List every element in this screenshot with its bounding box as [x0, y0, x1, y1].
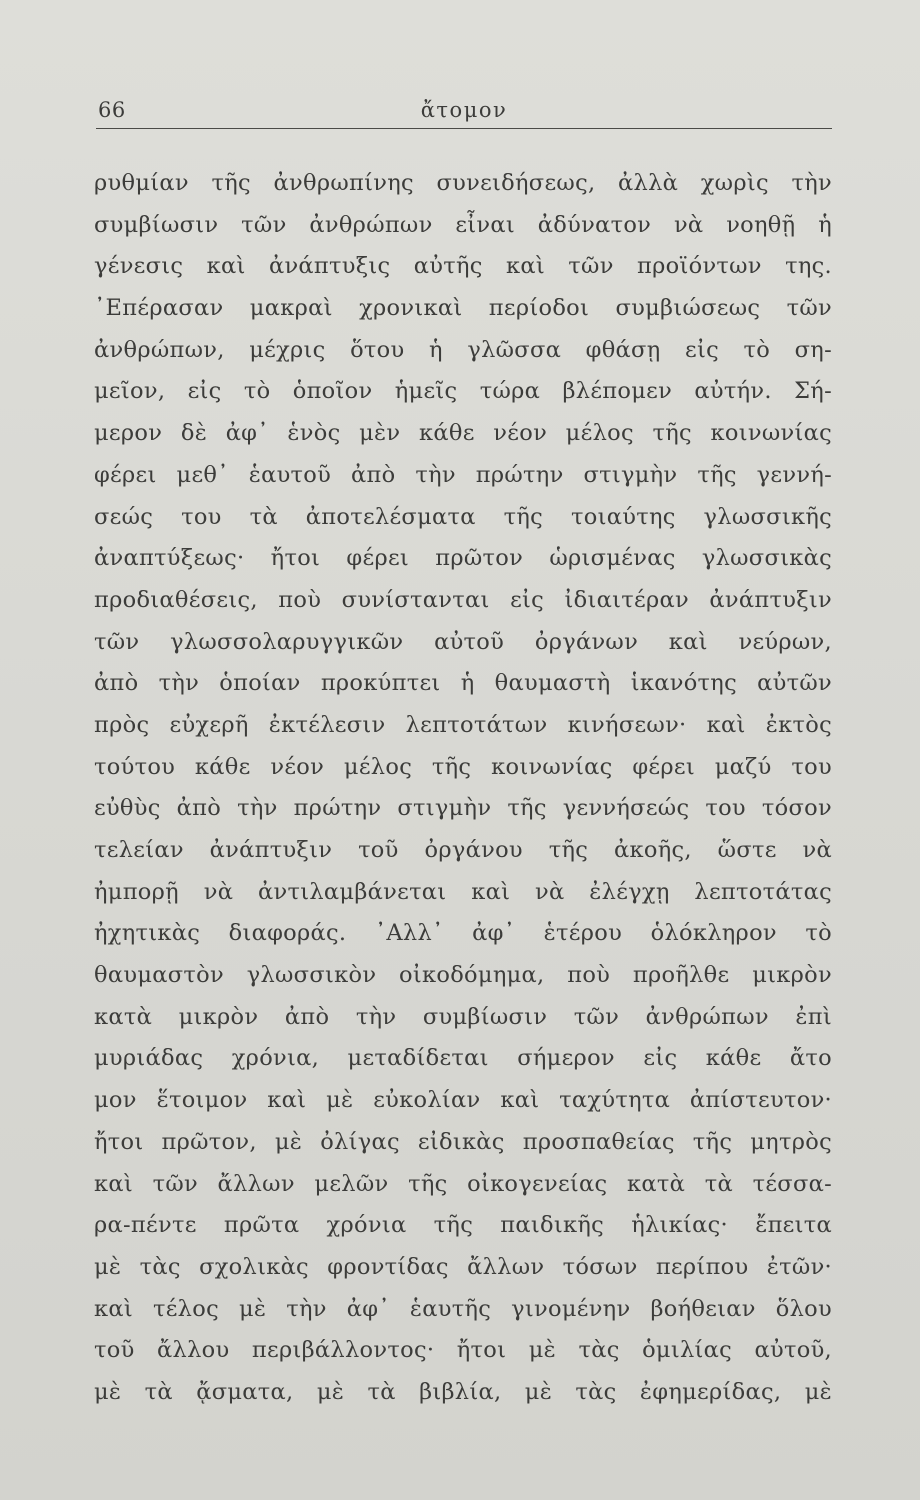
text-line: ἀναπτύξεως· ἤτοι φέρει πρῶτον ὡρισμένας γλωσσικὰς	[94, 545, 832, 572]
body-text	[94, 163, 832, 1414]
running-head: ἄτομον	[420, 98, 508, 122]
text-line: ρα-πέντε πρῶτα χρόνια τῆς παιδικῆς ἡλικίας· ἔπειτα	[94, 1212, 832, 1239]
text-line: πρὸς εὐχερῆ ἐκτέλεσιν λεπτοτάτων κινήσεων· καὶ ἐκτὸς	[94, 711, 832, 738]
text-line: τοῦ ἄλλου περιβάλλοντος· ἤτοι μὲ τὰς ὁμιλίας αὐτοῦ,	[94, 1337, 832, 1364]
text-line: μερον δὲ ἀφ᾿ ἑνὸς μὲν κάθε νέον μέλος τῆς κοινωνίας	[94, 420, 832, 447]
text-line: ᾿Επέρασαν μακραὶ χρονικαὶ περίοδοι συμβιώσεως τῶν	[94, 295, 832, 322]
text-line: γένεσις καὶ ἀνάπτυξις αὐτῆς καὶ τῶν προϊόντων της.	[94, 253, 832, 280]
page-header	[96, 92, 832, 129]
text-line: τῶν γλωσσολαρυγγικῶν αὐτοῦ ὀργάνων καὶ νεύρων,	[94, 628, 832, 655]
text-line: προδιαθέσεις, ποὺ συνίστανται εἰς ἰδιαιτέραν ἀνάπτυξιν	[94, 586, 832, 613]
text-line: ἀνθρώπων, μέχρις ὅτου ἡ γλῶσσα φθάσῃ εἰς τὸ ση-	[94, 336, 832, 363]
text-line: ἠχητικὰς διαφοράς. ᾿Αλλ᾿ ἀφ᾿ ἑτέρου ὁλόκληρον τὸ	[94, 920, 832, 947]
text-line: ἀπὸ τὴν ὁποίαν προκύπτει ἡ θαυμαστὴ ἱκανότης αὐτῶν	[94, 670, 832, 697]
text-line: καὶ τῶν ἄλλων μελῶν τῆς οἰκογενείας κατὰ τὰ τέσσα-	[94, 1170, 832, 1197]
text-line: φέρει μεθ᾿ ἑαυτοῦ ἀπὸ τὴν πρώτην στιγμὴν τῆς γεννή-	[94, 461, 832, 488]
text-line: σεώς του τὰ ἀποτελέσματα τῆς τοιαύτης γλωσσικῆς	[94, 503, 832, 530]
text-line: κατὰ μικρὸν ἀπὸ τὴν συμβίωσιν τῶν ἀνθρώπων ἐπὶ	[94, 1003, 832, 1030]
text-line: ἤτοι πρῶτον, μὲ ὀλίγας εἰδικὰς προσπαθείας τῆς μητρὸς	[94, 1128, 832, 1155]
text-line: μυριάδας χρόνια, μεταδίδεται σήμερον εἰς κάθε ἄτο	[94, 1045, 832, 1072]
text-line: μὲ τὰς σχολικὰς φροντίδας ἄλλων τόσων περίπου ἐτῶν·	[94, 1253, 832, 1280]
page-number: 66	[98, 98, 126, 122]
text-line: καὶ τέλος μὲ τὴν ἀφ᾿ ἑαυτῆς γινομένην βοήθειαν ὅλου	[94, 1295, 832, 1322]
text-line: εὐθὺς ἀπὸ τὴν πρώτην στιγμὴν τῆς γεννήσεώς του τόσον	[94, 795, 832, 822]
text-line: μὲ τὰ ᾄσματα, μὲ τὰ βιβλία, μὲ τὰς ἐφημερίδας, μὲ	[94, 1378, 832, 1405]
text-line: μον ἕτοιμον καὶ μὲ εὐκολίαν καὶ ταχύτητα ἀπίστευτον·	[94, 1087, 832, 1114]
text-line: μεῖον, εἰς τὸ ὁποῖον ἡμεῖς τώρα βλέπομεν αὐτήν. Σή-	[94, 378, 832, 405]
text-line: ἠμπορῇ νὰ ἀντιλαμβάνεται καὶ νὰ ἐλέγχῃ λεπτοτάτας	[94, 878, 832, 905]
text-line: τελείαν ἀνάπτυξιν τοῦ ὀργάνου τῆς ἀκοῆς, ὥστε νὰ	[94, 837, 832, 863]
text-line: συμβίωσιν τῶν ἀνθρώπων εἶναι ἀδύνατον νὰ νοηθῇ ἡ	[94, 211, 832, 238]
text-line: ρυθμίαν τῆς ἀνθρωπίνης συνειδήσεως, ἀλλὰ χωρὶς τὴν	[94, 170, 832, 196]
text-line: τούτου κάθε νέον μέλος τῆς κοινωνίας φέρει μαζύ του	[94, 753, 832, 780]
text-line: θαυμαστὸν γλωσσικὸν οἰκοδόμημα, ποὺ προῆλθε μικρὸν	[94, 962, 832, 989]
